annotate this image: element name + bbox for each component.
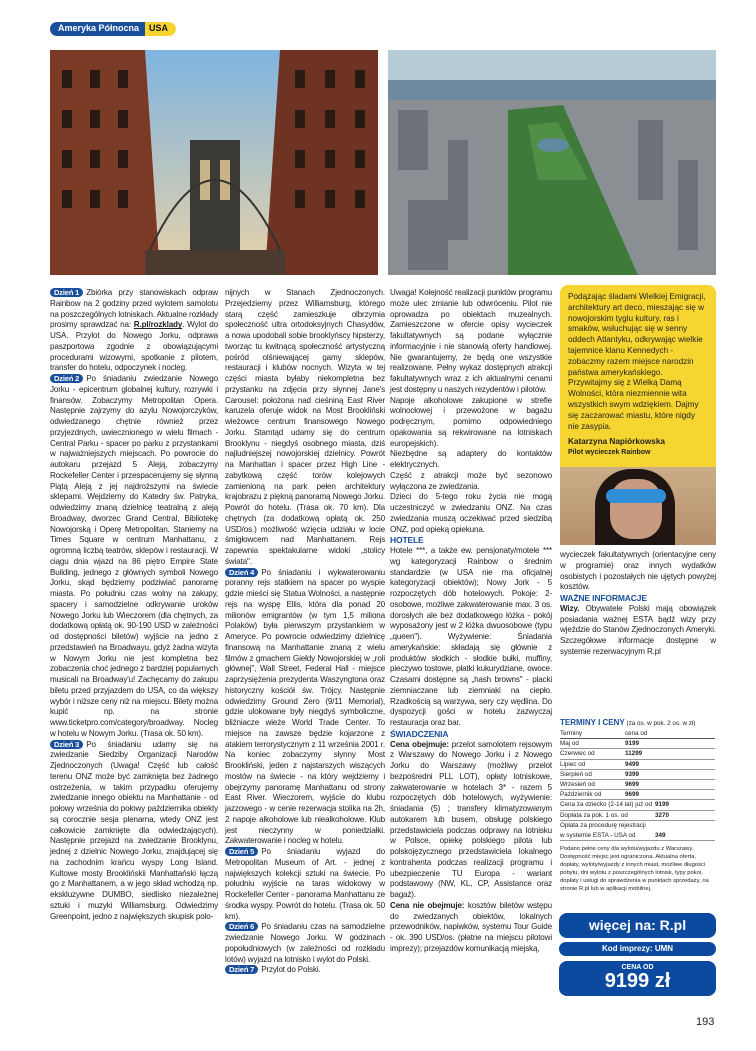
manhattan-bridge-photo — [50, 50, 378, 275]
row-value: 9499 — [625, 760, 640, 768]
price-header-row — [560, 729, 715, 739]
day-6 — [225, 922, 385, 965]
day-5-tag: Dzień 5 — [225, 847, 258, 856]
country-label: USA — [145, 22, 176, 36]
day-2 — [50, 374, 218, 740]
includes-label: Cena obejmuje: — [390, 739, 449, 749]
day-1-text-end: . Wylot do USA. Przylot do Nowego Jorku, odprawa paszportowa zgodnie z obowiązującymi procedurami wizowymi, spotkanie z pilotem, transfer do hotelu, odpoczynek i nocleg. — [50, 320, 218, 373]
esta-row — [560, 831, 715, 841]
important-info-heading: WAŻNE INFORMACJE — [560, 593, 647, 603]
visa-label: Wizy. — [560, 603, 580, 613]
row-label: w systemie ESTA - USA od — [560, 831, 636, 839]
prices-heading: TERMINY I CENY — [560, 718, 625, 727]
guide-quote-box — [560, 285, 716, 467]
row-value: 349 — [655, 831, 666, 839]
day-7-text: Przylot do Polski. — [261, 965, 321, 975]
row-label: Maj od — [560, 740, 579, 748]
excludes-label: Cena nie obejmuje: — [390, 900, 465, 910]
excludes-text: kosztów biletów wstępu do zwiedzanych obiektów, lokalnych przewodników, napiwków, systemu Tour Guide - ok. 390 USD/os. (płatne na miejscu pilotowi imprezy); przejazdów komunikacją miejską, — [390, 900, 552, 953]
page-number: 193 — [696, 1016, 715, 1028]
day-5 — [225, 847, 385, 922]
esta-label-1: Opłata za procedurę rejestracji — [560, 821, 646, 829]
services-heading: ŚWIADCZENIA — [390, 728, 449, 739]
price-row — [560, 780, 715, 790]
itinerary-column-1 — [50, 288, 218, 922]
visa-info — [560, 604, 716, 658]
row-value: 9699 — [625, 781, 640, 789]
day-2-text: Po śniadaniu zwiedzanie Nowego Jorku - epicentrum globalnej kultury, rozrywki i finansów. Zobaczymy Metropolitan Opera. Następnie zajrzymy do azylu Nowojorczyków, odwiedzanego chętnie również przez przyjezdnych, uwiecznionego w wielu filmach - Central Parku - spacer po parku z przystankami w najważniejszych miejscach. Po powrocie do autokaru przejazd 5 Aleją, zobaczymy Rockefeller Center i przespacerujemy się słynną Piątą Aleją z jej najdroższymi na świecie sklepami. Wejdziemy do Katedry św. Patryka, odwiedzimy znaną dzielnicę teatralną z aleją Broadway, dworzec Grand Central, Bibliotekę Nowojorską i Operę Metropolitan. Staniemy na Times Square w centrum Manhattanu, z ogromną liczbą teatrów, sklepów i restauracji. W ciągu dnia wjazd na 86 piętro Empire State Building, jednego z głównych symboli Nowego Jorku, skąd będziemy podziwiać panoramę miasta. Po południu czas wolny na zakupy, spacery i samodzielne odkrywanie uroków Nowego Jorku lub Wieczorem (dla chętnych, za dodatkową opłatą ok. 90-190 USD w zależności od dostępności biletów) wyjście na jedno z przedstawień na Broadwayu, gdyż żadna wizyta w Nowym Jorku nie jest kompletna bez zobaczenia choć jednego z bardziej popularnych musicali na Broadway'u! Zachęcamy do zakupu biletu przed przyjazdem do USA, co da większy wybór i niższe ceny niż na miejscu. Bilety można kupić np. na stronie www.ticketpro.com/category/broadway. Nocleg w hotelu w Nowym Jorku. (Trasa ok. 50 km). — [50, 374, 218, 738]
guide-photo — [560, 467, 716, 545]
day-3-cont-text: nijnych w Stanach Zjednoczonych. Przejedziemy przez Williamsburg, którego starą część zamieszkuje olbrzymia społeczność ultra ortodoksyjnych Chasydów, a nowa upodobali sobie brooklyńscy hipsterzy, tworząc tu kwitnącą społeczność artystyczną pośród olśniewającej gamy sklepów, restauracji i klubów nocnych. Wizyta w tej części miasta byłaby niekompletna bez przystanku na zdjęcia przy słynnej Jane's Carousel: położona nad cieśniną East River karuzela oferuje widok na Most Brookliński wieżowce centrum finansowego Nowego Jorku. Stamtąd udamy się do centrum Brooklynu - niegdyś osobnego miasta, dziś najludniejszej nowojorskiej dzielnicy. Powrót na Manhattan i spacer przez High Line - zabytkową część torów kolejowych zamienioną na park pełen architektury krajobrazu z piękną panoramą Nowego Jorku. Powrót do hotelu. (Trasa ok. 70 km). Dla chętnych (za dodatkową opłatą ok. 250 USD/os.) możliwość wzięcia udziału w locie śmigłowcem nad Manhattanem. Rejs zapewnia spektakularne widoki „stolicy świata". — [225, 288, 385, 566]
day-1-text: Zbiórka przy stanowiskach odpraw Rainbow na 2 godziny przed wylotem samolotu na poszczególnych lotniskach. Aktualne rozkłady prosimy sprawdzać na: — [50, 288, 218, 330]
price-row — [560, 790, 715, 800]
col-dates: Terminy — [560, 730, 583, 738]
row-label: Dopłata za pok. 1 os. od — [560, 811, 628, 819]
day-4-text: Po śniadaniu i wykwaterowaniu poranny rejs statkiem na spacer po wyspie gdzie mieści się Statua Wolności, a następnie rejs na wyspę Ellis, która dla ponad 20 milionów emigrantów (w tym 1,5 miliona Polaków) była pierwszym przystankiem w Ameryce. Po powrocie odwiedzimy dzielnicę finansową na Manhattanie znaną z wielu filmów z gmachem Giełdy Nowojorskiej w „roli głównej", Wall Street, Federal Hall - miejsce zaprzysiężenia prezydenta Waszyngtona oraz historyczny kościół św. Trójcy. Następnie odwiedzimy Ground Zero (9/11 Memorial), gdzie ulokowane były niegdyś symboliczne, bliźniacze wieże World Trade Center. To miejsce na zawsze będzie kojarzone z atakiem terrorystycznym z 11 września 2001 r. Na koniec zobaczymy słynny Most Brookliński, jeden z najstarszych wiszących mostów na świecie - na który wejdziemy i obejrzymy panoramę Manhattanu od strony East River. Wieczorem, wyjście do klubu jazzowego - w cenie rezerwacja stolika na 2h, 2 napoje alkoholowe lub niealkoholowe. Klub jest nieczynny w poniedziałki. Zakwaterowanie i nocleg w hotelu. — [225, 567, 385, 846]
day-2-tag: Dzień 2 — [50, 374, 83, 383]
more-info-button[interactable]: więcej na: R.pl — [559, 913, 716, 938]
info-column-4 — [560, 550, 716, 658]
schedules-link[interactable]: R.pl/rozklady — [133, 320, 183, 330]
quote-role: Pilot wycieczek Rainbow — [568, 449, 651, 457]
row-value: 9199 — [655, 801, 670, 809]
price-table — [560, 718, 715, 893]
child-price-row — [560, 800, 715, 810]
prices-subtitle: (za os. w pok. 2 os. w zł) — [626, 720, 696, 727]
day-6-text: Po śniadaniu czas na samodzielne zwiedzanie Nowego Jorku. W godzinach popołudniowych (w zależności od rozkładu lotów) wyjazd na lotnisko i wylot do Polski. — [225, 922, 385, 964]
itinerary-column-2 — [225, 288, 385, 976]
day-3-text: Po śniadaniu udamy się na zwiedzanie Siedziby Organizacji Narodów Zjednoczonych (Uwaga! Część lub całość terenu ONZ może być zamknięta bez żadnego ostrzeżenia, w takim przypadku oferujemy zwiedzanie innego obiektu na Manhattanie - od połowy września do połowy października obiekty są corocznie sesja plenarna, wtedy ONZ jest całkowicie zamknięte dla odwiedzających). Następnie przejazd na zwiedzanie Brooklynu, jednej z dzielnic Nowego Jorku, znajdującej się na zachodnim krańcu wyspy Long Island. Kultowe mosty Brooklińskii Manhattański łączą go z Manhattanem, a w jego skład wchodzą np. ekskluzywne DUMBO, siedlisko niezależnej sztuki i muzyki Williamsburg. Odwiedzimy Greenpoint, jedno z największych skupisk polo- — [50, 739, 218, 921]
day-1-tag: Dzień 1 — [50, 288, 83, 297]
row-value: 9399 — [625, 770, 640, 778]
price-includes — [390, 740, 552, 901]
row-value: 9199 — [625, 740, 640, 748]
day-7 — [225, 965, 385, 976]
info-column-3 — [390, 288, 552, 955]
row-value: 9699 — [625, 791, 640, 799]
quote-text: Podążając śladami Wielkiej Emigracji, architektury art deco, mieszając się w nowojorskim tyglu kultury, ras i smaków, wsłuchując się w senny oddech Atlantyku, odkrywając wielkie tajemnice klanu Kennedych - zobaczmy razem miejsce narodzin państwa amerykańskiego. Przywitajmy się z Wielką Damą Wolności, która niezmiennie wita wszystkich swym wdziękiem. Dajmy się zaczarować miastu, które nigdy nie zasypia. — [568, 292, 706, 431]
prices-note: Podano pełne ceny dla wylotu/wyjazdu z Warszawy. Dostępność miejsc jest ograniczona. Aktualna oferta, dopłaty, wyloty/wyjazdy z innych miast, możliwe długości pobytu, dni wylotu z poszczególnych lotnisk, typy pokoi, dopłaty i usługi do sprawdzenia w punktach sprzedaży, na stronie R.pl lub w aplikacji mobilnej. — [560, 845, 709, 892]
region-badge — [50, 22, 176, 36]
region-label: Ameryka Północna — [50, 22, 145, 36]
day-7-tag: Dzień 7 — [225, 965, 258, 974]
visa-text: Obywatele Polski mają obowiązek posiadania ważnej ESTA bądź wizy przy wjeździe do Stanów Zjednoczonych Ameryki. Szczegółowe informacje dostępne w systemie rezerwacyjnym R.pl — [560, 603, 716, 656]
price-row — [560, 739, 715, 749]
day-4 — [225, 568, 385, 848]
alcohol-note: Napoje alkoholowe zakupione w strefie wolnocłowej i przewożone w bagażu podręcznym, pomimo odpowiedniego opakowania są rekwirowane na lotniskach europejskich). — [390, 395, 552, 448]
row-label: Cena za dziecko (2-14 lat) już od — [560, 801, 653, 809]
row-label: Lipiec od — [560, 760, 586, 768]
day-1 — [50, 288, 218, 374]
tour-code-badge: Kod imprezy: UMN — [559, 942, 716, 956]
quote-author: Katarzyna Napiórkowska — [568, 437, 665, 447]
row-label: Czerwiec od — [560, 750, 595, 758]
seasonal-note: Część z atrakcji może być sezonowo wyłączona ze zwiedzania. — [390, 470, 552, 491]
row-value: 3270 — [655, 811, 670, 819]
adapter-note: Niezbędne są adaptery do kontaktów elektrycznych. — [390, 449, 552, 469]
single-room-row — [560, 811, 715, 821]
day-6-tag: Dzień 6 — [225, 922, 258, 931]
row-label: Wrzesień od — [560, 781, 595, 789]
row-label: Październik od — [560, 791, 602, 799]
price-from-label: CENA OD — [621, 964, 654, 971]
hotels-text: Hotele ***, a także ew. pensjonaty/motele *** wg kategoryzacji Rainbow o średnim standardzie (w USA nie ma oficjalnej kategoryzacji obiektów); Nowy Jork - 5 rozpoczętych dób hotelowych. Pokoje: 2-osobowe, możliwe zakwaterowanie max. 3 os. dorosłych ale bez dodatkowego łóżka - pokój wyposażony jest w 2 łóżka dwuosobowe (typu „queen"). Wyżywienie: Śniadania amerykańskie: składają się głównie z produktów słodkich - słodkie bułki, muffiny, pieczywo tostowe, płatki kukurydziane, owoce. Czasami dostępne są „hash browns" - placki ziemniaczane lub ziemniaki na ciepło. Rzadkością są warzywa, sery czy wędlina. Do dyspozycji gości w hotelu zazwyczaj restauracja oraz bar. — [390, 546, 552, 727]
row-label: Sierpień od — [560, 770, 592, 778]
price-row — [560, 760, 715, 770]
day-3-cont — [225, 288, 385, 568]
row-value: 11299 — [625, 750, 643, 758]
price-from-value: 9199 zł — [604, 970, 671, 992]
col-price: cena od — [625, 730, 648, 738]
day-4-tag: Dzień 4 — [225, 568, 258, 577]
price-row — [560, 749, 715, 759]
day-3 — [50, 740, 218, 923]
price-row — [560, 770, 715, 780]
central-park-aerial-photo — [388, 50, 716, 275]
excludes-cont: wycieczek fakultatywnych (orientacyjne ceny w programie) oraz innych wydatków osobistych i pozostałych nie ujętych powyżej kosztów. — [560, 550, 716, 592]
day-5-text: Po śniadaniu wyjazd do Metropolitan Museum of Art. - jednej z największych kolekcji sztuki na świecie. Po południu wyjście na taras widokowy w Rockefeller Center - panorama Manhattanu ze środka wyspy. Powrót do hotelu. (Trasa ok. 50 km). — [225, 847, 386, 921]
includes-text: przelot samolotem rejsowym z Warszawy do Nowego Jorku i z Nowego Jorku do Warszawy (możliwy przelot bezpośredni PLL LOT), opłaty lotniskowe, zakwaterowanie w hotelach 3* - razem 5 rozpoczętych dób hotelowych, wyżywienie: śniadania (5) ; transfery klimatyzowanym autokarem lub busem, obsługę polskiego przedstawiciela podczas odprawy na lotnisku w Polsce, opiekę polskiego pilota lub polskojęzycznego przedstawiciela lokalnego kontrahenta podczas realizacji programu i ubezpieczenie TU Europa - wariant podstawowy (NW, KL, CP, Assistance oraz bagaż). — [390, 739, 552, 899]
day-3-tag: Dzień 3 — [50, 740, 83, 749]
children-note: Dzieci do 5-tego roku życia nie mogą uczestniczyć w zwiedzaniu ONZ. Na czas zwiedzania muszą oczekiwać przed siedzibą ONZ, pod opieką opiekuna. — [390, 492, 552, 534]
price-from-box — [559, 961, 716, 996]
price-excludes — [390, 901, 552, 955]
notice-text: Uwaga! Kolejność realizacji punktów programu może ulec zmianie lub odwróceniu. Pilot nie oprowadza po obiektach muzealnych. Zamieszczone w ofercie opisy wycieczek fakultatywnych są podane wyłącznie informacyjnie i nie stanowią oferty handlowej. Nie gwarantujemy, że będą one wszystkie realizowane. Pełny wykaz dostępnych atrakcji fakultatywnych wraz z ich aktualnymi cenami jest dostępny u naszych rezydentów i pilotów. — [390, 288, 552, 394]
hotels-heading: HOTELE — [390, 535, 424, 546]
